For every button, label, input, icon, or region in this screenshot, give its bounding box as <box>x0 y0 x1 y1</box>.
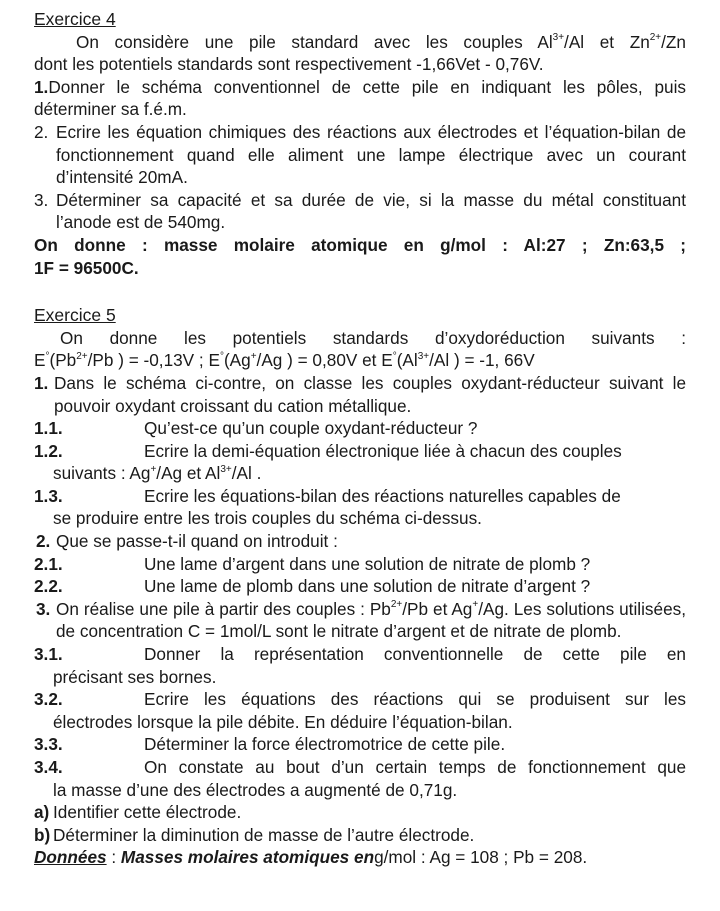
potential-text: /Ag ) = 0,80V et E <box>256 350 393 371</box>
question-text: Que se passe-t-il quand on introduit : <box>56 531 338 552</box>
exercise-5-question-3 <box>34 598 686 643</box>
exercise-5-question-1-1 <box>34 417 686 440</box>
exercise-5-given-data <box>34 846 686 869</box>
question-text: Dans le schéma ci-contre, on classe les couples oxydant-réducteur suivant le pouvoir oxydant croissant du cation métallique. <box>54 372 686 416</box>
exercise-5-title: Exercice 5 <box>34 305 116 326</box>
question-text <box>54 598 686 643</box>
question-text-part: /Pb et Ag <box>402 598 473 619</box>
charge-superscript: + <box>150 463 157 475</box>
exercise-5-question-3-1 <box>34 643 686 666</box>
degree-superscript: ° <box>392 350 397 362</box>
data-values: Ag = 108 ; Pb = 208. <box>429 847 588 868</box>
exercise-4-question-2 <box>34 121 686 189</box>
charge-superscript: 2+ <box>390 599 403 611</box>
exercise-4-title: Exercice 4 <box>34 9 116 29</box>
question-text: Qu’est-ce qu’un couple oxydant-réducteur ? <box>144 418 478 439</box>
charge-superscript: 3+ <box>220 463 232 475</box>
question-text: /Ag et Al <box>156 463 221 484</box>
question-number: 3. <box>36 598 51 619</box>
question-number: 1. <box>34 372 49 393</box>
exercise-5-question-2-2 <box>34 575 686 598</box>
question-text: Identifier cette électrode. <box>53 802 242 823</box>
question-number: 2. <box>36 531 51 552</box>
question-number: 2.2. <box>34 576 63 597</box>
exercise-5-question-b <box>34 824 686 847</box>
question-number: 3. <box>34 189 49 210</box>
question-text: Ecrire les équations des réactions qui se produisent sur les <box>144 689 686 710</box>
section-gap <box>34 279 686 304</box>
question-text-part: /Ag. Les solutions utilisées, de concentration C = 1mol/L sont le nitrate d’argent et de nitrate de plomb. <box>56 598 686 642</box>
exercise-4-intro-line2: dont les potentiels standards sont respectivement -1,66Vet - 0,76V. <box>34 54 544 75</box>
exercise-5-question-3-2 <box>34 688 686 711</box>
question-number: 3.3. <box>34 734 63 755</box>
question-text: Déterminer sa capacité et sa durée de vie, si la masse du métal constituant l’anode est de 540mg. <box>56 189 686 233</box>
question-number: 1.2. <box>34 440 63 461</box>
standard-potentials <box>34 349 686 372</box>
question-number: 3.1. <box>34 644 63 665</box>
question-text: Donner le schéma conventionnel de cette pile en indiquant les pôles, puis déterminer sa f.é.m. <box>34 76 686 120</box>
exercise-5-intro: On donne les potentiels standards d’oxydoréduction suivants : <box>60 327 686 348</box>
exercise-5-question-1-3-cont: se produire entre les trois couples du schéma ci-dessus. <box>53 508 482 529</box>
exercise-5-question-a <box>34 801 686 824</box>
potential-text: (Pb <box>49 350 77 371</box>
exercise-5-question-3-4 <box>34 756 686 779</box>
charge-superscript: 2+ <box>76 350 88 362</box>
question-number: 3.2. <box>34 689 63 710</box>
exercise-5-question-3-2-cont: électrodes lorsque la pile débite. En déduire l’équation-bilan. <box>53 711 513 732</box>
charge-superscript: 3+ <box>417 350 430 362</box>
question-letter: b) <box>34 824 51 845</box>
question-number: 2. <box>34 121 49 142</box>
exercise-5 <box>34 304 686 869</box>
question-text: Déterminer la diminution de masse de l’autre électrode. <box>53 824 475 845</box>
question-text: Une lame de plomb dans une solution de nitrate d’argent ? <box>144 576 591 597</box>
question-number: 3.4. <box>34 757 63 777</box>
question-text: suivants : Ag <box>53 463 151 484</box>
degree-superscript: ° <box>45 350 50 362</box>
data-unit: g/mol : <box>374 847 430 868</box>
question-text: Ecrire la demi-équation électronique liée à chacun des couples <box>144 440 622 461</box>
intro-text: /Zn <box>661 31 686 52</box>
question-number: 1.1. <box>34 418 63 439</box>
exercise-5-question-2-1 <box>34 553 686 576</box>
question-text: /Al . <box>231 463 262 484</box>
data-description: Masses molaires atomiques en <box>120 847 375 868</box>
question-text: On constate au bout d’un certain temps de fonctionnement que <box>144 757 686 777</box>
question-text: Déterminer la force électromotrice de cette pile. <box>144 734 506 755</box>
exercise-5-question-3-4-cont: la masse d’une des électrodes a augmenté de 0,71g. <box>53 779 458 800</box>
exercise-5-question-3-3 <box>34 733 686 756</box>
question-text: Une lame d’argent dans une solution de nitrate de plomb ? <box>144 553 591 574</box>
exercise-4-given-data: On donne : masse molaire atomique en g/mol : Al:27 ; Zn:63,5 ; <box>34 234 686 255</box>
potential-symbol: E <box>34 350 46 371</box>
exercise-4-question-1 <box>34 76 686 121</box>
exercise-4-intro <box>34 31 686 54</box>
question-number: 1. <box>34 76 49 97</box>
charge-superscript: 2+ <box>649 31 662 43</box>
potential-text: /Al ) = -1, 66V <box>429 350 535 371</box>
data-label: Données <box>34 847 107 868</box>
question-text: Ecrire les équations-bilan des réactions naturelles capables de <box>144 485 621 506</box>
question-number: 1.3. <box>34 485 63 506</box>
data-separator: : <box>106 847 121 868</box>
charge-superscript: + <box>250 350 257 362</box>
charge-superscript: 3+ <box>552 31 565 43</box>
potential-text: /Pb ) = -0,13V ; E <box>87 350 220 371</box>
exercise-5-question-2 <box>34 530 686 553</box>
exercise-5-question-1-3 <box>34 485 686 508</box>
exercise-5-question-1-2-cont <box>34 462 686 485</box>
potential-text: (Al <box>396 350 418 371</box>
exercise-5-question-1-2 <box>34 440 686 463</box>
exercise-4-faraday: 1F = 96500C. <box>34 257 139 278</box>
exercise-4-question-3 <box>34 189 686 234</box>
question-text: Ecrire les équation chimiques des réactions aux électrodes et l’équation-bilan de fonctionnement quand elle aliment une lampe électrique avec un courant d’intensité 20mA. <box>56 121 686 188</box>
question-text: Donner la représentation conventionnelle de cette pile en <box>144 644 686 665</box>
exercise-4 <box>34 8 686 279</box>
question-text-part: On réalise une pile à partir des couples : Pb <box>56 598 391 619</box>
question-letter: a) <box>34 802 50 823</box>
potential-text: (Ag <box>223 350 251 371</box>
exercise-5-question-3-1-cont: précisant ses bornes. <box>53 666 217 687</box>
exercise-5-question-1 <box>34 372 686 417</box>
intro-text: /Al et Zn <box>564 31 650 52</box>
question-number: 2.1. <box>34 553 63 574</box>
degree-superscript: ° <box>219 350 224 362</box>
intro-text: On considère une pile standard avec les couples Al <box>76 31 553 52</box>
charge-superscript: + <box>472 599 479 611</box>
